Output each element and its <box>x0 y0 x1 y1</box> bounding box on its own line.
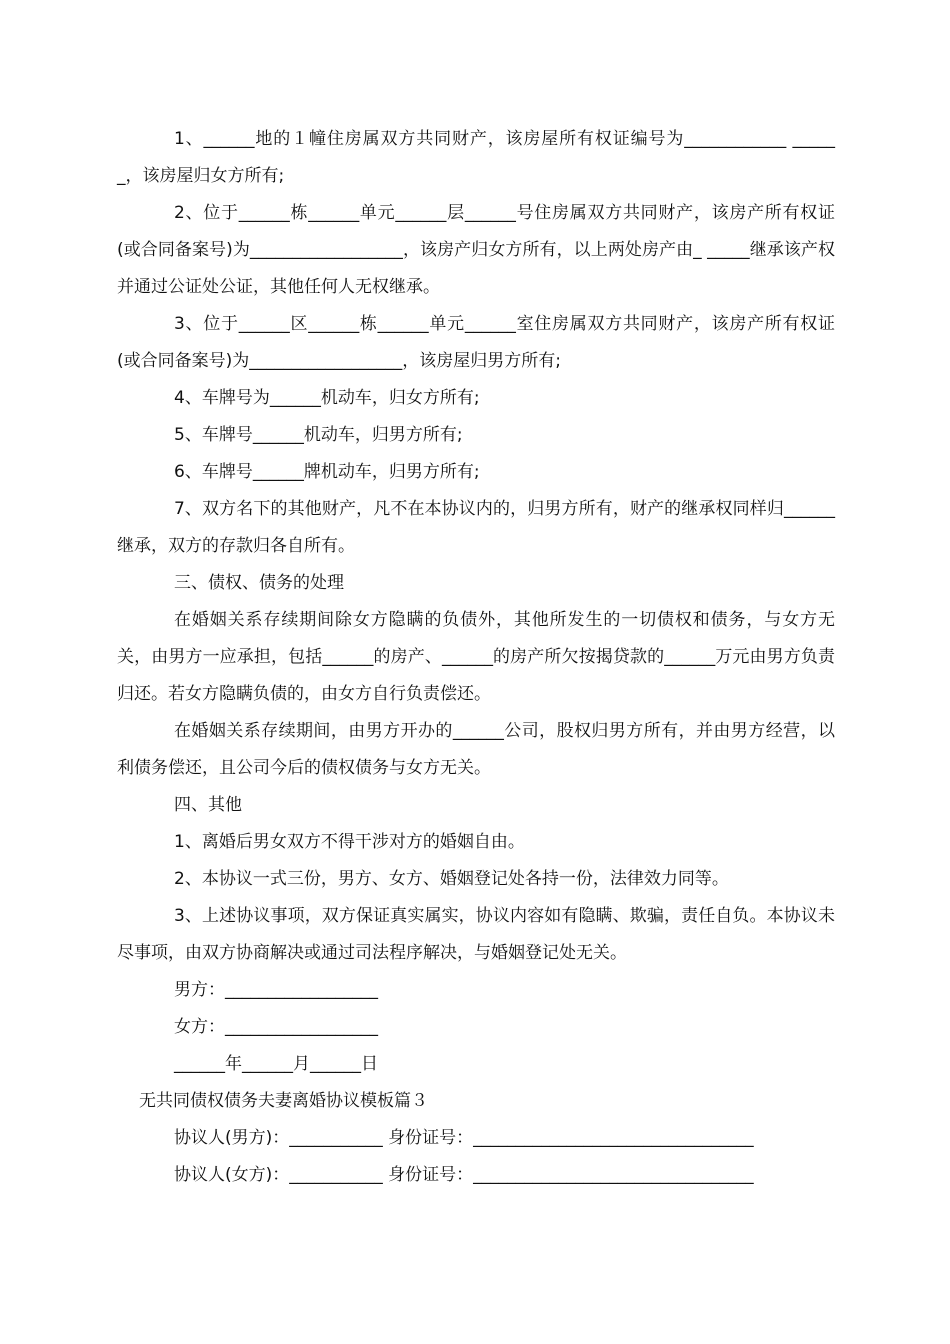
section-heading-other: 四、其他 <box>174 795 242 815</box>
party-male-line: 协议人(男方)：___________ 身份证号：_________________________________ <box>174 1128 754 1148</box>
clause-other-property-7: 7、双方名下的其他财产，凡不在本协议内的，归男方所有，财产的继承权同样归______继承，双方的存款归各自所有。 <box>117 499 835 556</box>
clause-debts-1: 在婚姻关系存续期间除女方隐瞒的负债外，其他所发生的一切债权和债务，与女方无关，由男方一应承担，包括______的房产、______的房产所欠按揭贷款的______万元由男方负责归还。若女方隐瞒负债的，由女方自行负责偿还。 <box>117 610 835 704</box>
clause-property-3: 3、位于______区______栋______单元______室住房属双方共同财产，该房产所有权证(或合同备案号)为__________________，该房屋归男方所有; <box>117 314 835 371</box>
party-female-line: 协议人(女方)：___________ 身份证号：_________________________________ <box>174 1165 754 1185</box>
clause-debts-2: 在婚姻关系存续期间，由男方开办的______公司，股权归男方所有，并由男方经营，以利债务偿还，且公司今后的债权债务与女方无关。 <box>117 721 835 778</box>
document-body <box>117 121 835 1194</box>
template-title-3: 无共同债权债务夫妻离婚协议模板篇３ <box>139 1091 428 1111</box>
clause-vehicle-6: 6、车牌号______牌机动车，归男方所有; <box>174 462 480 482</box>
signature-male: 男方：__________________ <box>174 980 378 1000</box>
clause-vehicle-5: 5、车牌号______机动车，归男方所有; <box>174 425 463 445</box>
clause-vehicle-4: 4、车牌号为______机动车，归女方所有; <box>174 388 480 408</box>
clause-property-2: 2、位于______栋______单元______层______号住房属双方共同财产，该房产所有权证(或合同备案号)为__________________，该房产归女方所有，以上两处房产由_ _____继承该产权并通过公证处公证，其他任何人无权继承。 <box>117 203 835 297</box>
signature-date: ______年______月______日 <box>174 1054 378 1074</box>
clause-other-1: 1、离婚后男女双方不得干涉对方的婚姻自由。 <box>174 832 525 852</box>
section-heading-debts: 三、债权、债务的处理 <box>174 573 344 593</box>
clause-other-3: 3、上述协议事项，双方保证真实属实，协议内容如有隐瞒、欺骗，责任自负。本协议未尽事项，由双方协商解决或通过司法程序解决，与婚姻登记处无关。 <box>117 906 835 963</box>
clause-other-2: 2、本协议一式三份，男方、女方、婚姻登记处各持一份，法律效力同等。 <box>174 869 729 889</box>
clause-property-1: 1、______地的１幢住房属双方共同财产，该房屋所有权证编号为____________ ______，该房屋归女方所有; <box>117 129 835 186</box>
signature-female: 女方：__________________ <box>174 1017 378 1037</box>
